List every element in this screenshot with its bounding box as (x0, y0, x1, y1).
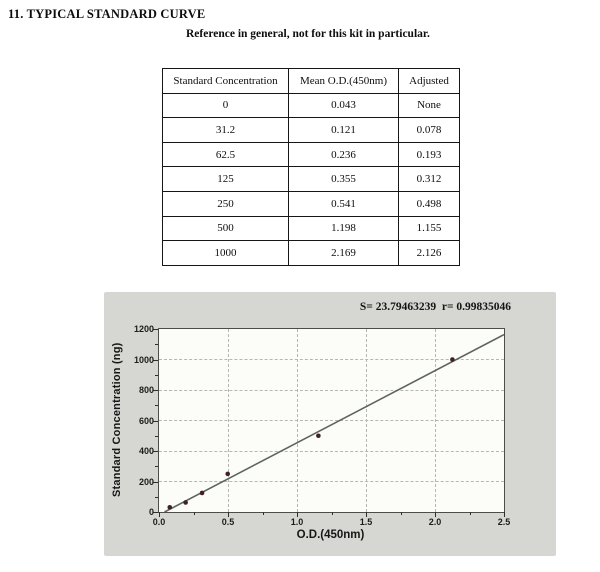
column-header: Standard Concentration (163, 69, 289, 94)
data-point (450, 357, 455, 362)
table-cell: 2.169 (289, 241, 399, 266)
x-minor-tick (263, 512, 264, 515)
data-point (183, 500, 188, 505)
y-minor-tick (155, 436, 158, 437)
x-tick-label: 1.5 (359, 517, 373, 527)
y-minor-tick (155, 497, 158, 498)
data-point (200, 491, 205, 496)
y-tick-label: 800 (138, 385, 154, 395)
y-tick-label: 0 (148, 507, 154, 517)
table-cell: 0 (163, 93, 289, 118)
table-cell: 1.155 (399, 216, 460, 241)
data-point (316, 433, 321, 438)
table-cell: None (399, 93, 460, 118)
data-point (225, 472, 230, 477)
table-row (163, 191, 460, 216)
table-row (163, 241, 460, 266)
x-minor-tick (194, 512, 195, 515)
y-minor-tick (155, 466, 158, 467)
table-body (163, 93, 460, 265)
table-row (163, 142, 460, 167)
table-cell: 31.2 (163, 118, 289, 143)
column-header: Mean O.D.(450nm) (289, 69, 399, 94)
column-header: Adjusted (399, 69, 460, 94)
table-cell: 0.498 (399, 191, 460, 216)
table-row (163, 118, 460, 143)
y-minor-tick (155, 344, 158, 345)
x-axis-label: O.D.(450nm) (296, 529, 365, 541)
table-cell: 62.5 (163, 142, 289, 167)
x-minor-tick (332, 512, 333, 515)
x-minor-tick (470, 512, 471, 515)
table-cell: 0.541 (289, 191, 399, 216)
table-cell: 0.043 (289, 93, 399, 118)
table-cell: 0.193 (399, 142, 460, 167)
data-point (167, 505, 172, 510)
x-tick-label: 1.0 (290, 517, 304, 527)
table-cell: 0.121 (289, 118, 399, 143)
reference-note: Reference in general, not for this kit in particular. (186, 28, 430, 40)
table-cell: 250 (163, 191, 289, 216)
table-header-row (163, 69, 460, 94)
y-tick-label: 1200 (133, 324, 154, 334)
table-cell: 0.355 (289, 167, 399, 192)
y-tick-label: 1000 (133, 354, 154, 365)
y-minor-tick (155, 405, 158, 406)
standard-curve-chart (104, 292, 556, 556)
x-tick-label: 0.5 (221, 517, 235, 527)
table-row (163, 93, 460, 118)
y-tick-label: 600 (138, 415, 154, 426)
y-tick-label: 200 (138, 476, 154, 487)
table-cell: 1.198 (289, 216, 399, 241)
table-cell: 125 (163, 167, 289, 192)
x-tick-label: 2.0 (428, 517, 442, 527)
y-axis-label: Standard Concentration (ng) (111, 342, 123, 497)
table-row (163, 167, 460, 192)
plot-area (133, 324, 511, 527)
y-minor-tick (155, 375, 158, 376)
table-cell: 2.126 (399, 241, 460, 266)
table-cell: 0.312 (399, 167, 460, 192)
curve-svg (159, 329, 504, 512)
table-cell: 500 (163, 216, 289, 241)
table-header (163, 69, 460, 94)
standard-curve-table (162, 68, 460, 266)
section-title: 11. TYPICAL STANDARD CURVE (8, 7, 206, 21)
table-cell: 1000 (163, 241, 289, 266)
x-minor-tick (401, 512, 402, 515)
y-tick-label: 400 (138, 446, 154, 456)
table-cell: 0.236 (289, 142, 399, 167)
x-tick-label: 0.0 (152, 517, 166, 527)
x-tick-label: 2.5 (497, 517, 511, 527)
table-row (163, 216, 460, 241)
table-cell: 0.078 (399, 118, 460, 143)
regression-stats: S= 23.79463239 r= 0.99835046 (359, 301, 511, 313)
